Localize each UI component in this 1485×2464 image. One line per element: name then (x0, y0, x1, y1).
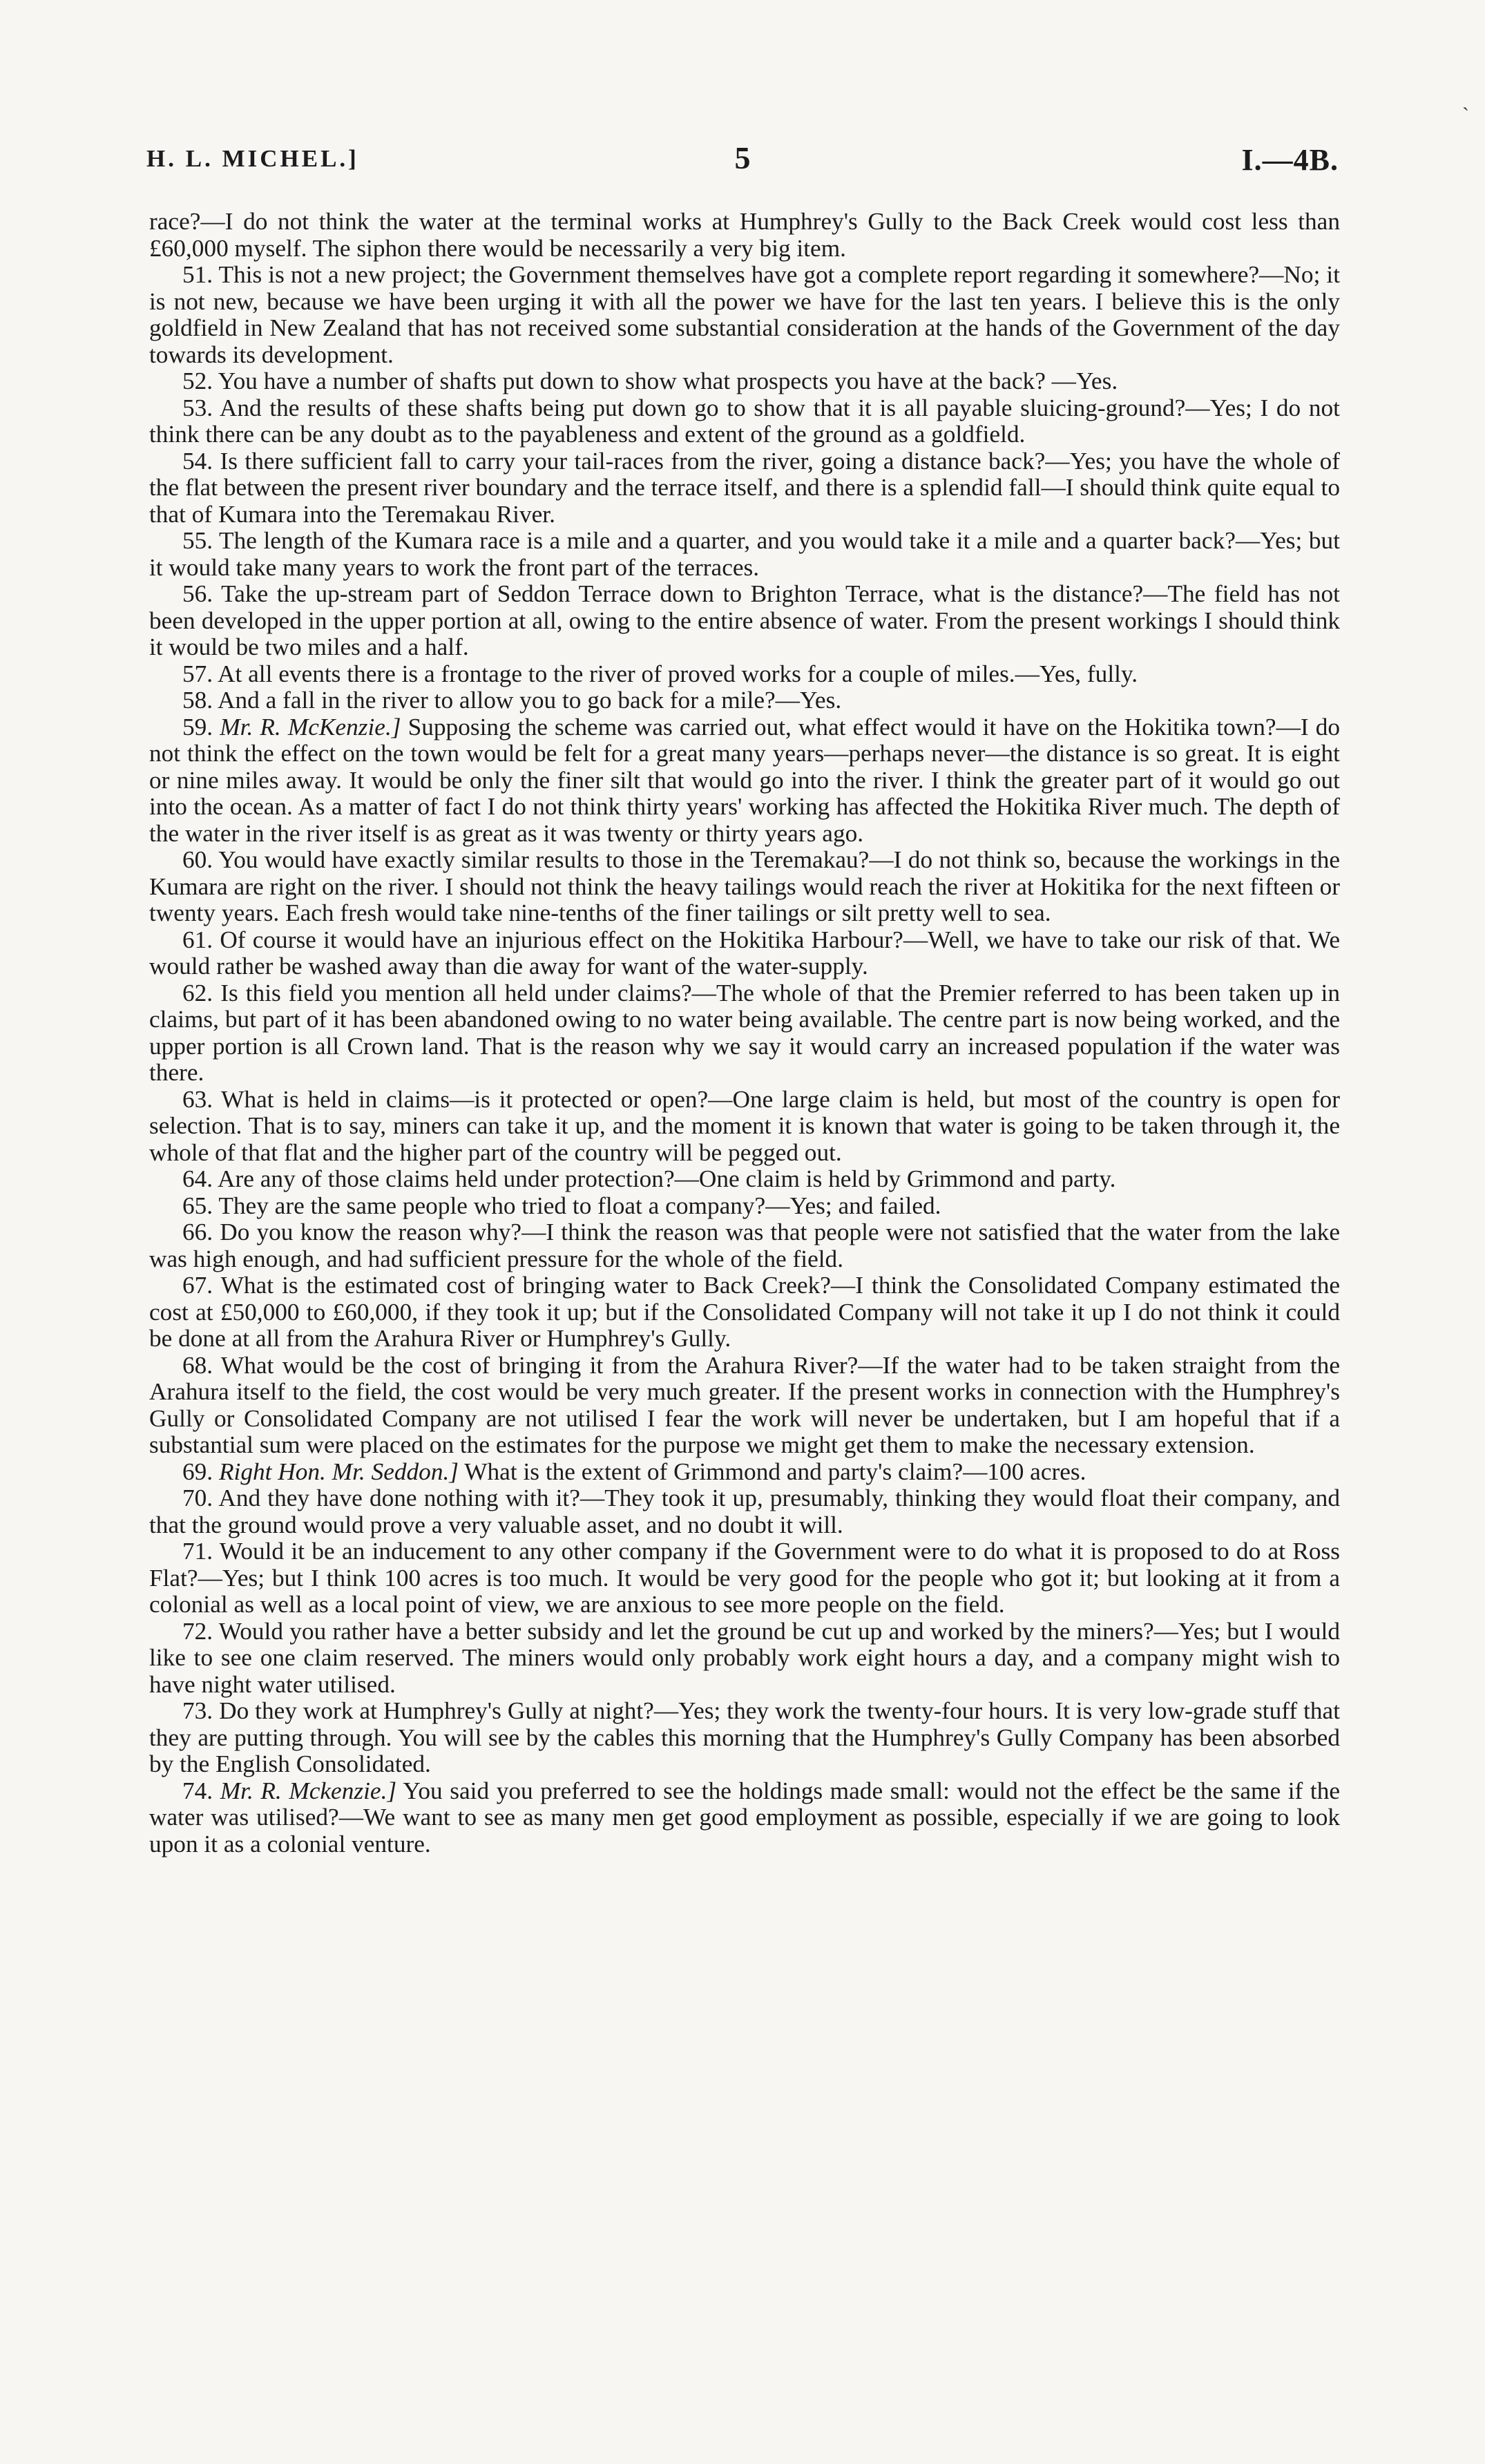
question-number: 73. (182, 1697, 213, 1724)
paper-reference: I.—4B. (1241, 143, 1339, 177)
testimony-paragraph (149, 847, 1340, 927)
testimony-paragraph (149, 661, 1340, 688)
testimony-paragraph (149, 1778, 1340, 1858)
question-number: 52. (182, 367, 213, 394)
testimony-body (149, 209, 1340, 1857)
testimony-paragraph (149, 1087, 1340, 1167)
testimony-paragraph (149, 687, 1340, 714)
question-number: 63. (182, 1085, 213, 1113)
paragraph-text: Would it be an inducement to any other company if the Government were to do what it is proposed to do at Ross Flat?—Yes; but I think 100 acres is too much. It would be very good for the people who got it; but looking at it from a colonial as well as a local point of view, we are anxious to see more people on the field. (149, 1538, 1341, 1618)
testimony-paragraph (149, 980, 1340, 1087)
testimony-paragraph (149, 262, 1340, 368)
paragraph-text: Would you rather have a better subsidy and let the ground be cut up and worked by the miners?—Yes; but I would like to see one claim reserved. The miners would only probably work eight hours a day, and a company might wish to have night water utilised. (149, 1617, 1341, 1698)
testimony-paragraph (149, 1459, 1340, 1486)
paragraph-text: At all events there is a frontage to the river of proved works for a couple of miles.—Yes, fully. (218, 660, 1138, 687)
paragraph-text: What is the extent of Grimmond and party's claim?—100 acres. (464, 1458, 1086, 1485)
paragraph-text: race?—I do not think the water at the terminal works at Humphrey's Gully to the Back Creek would cost less than £60,000 myself. The siphon there would be necessarily a very big item. (149, 208, 1340, 262)
question-number: 69. (182, 1458, 213, 1485)
paragraph-text: You said you preferred to see the holdings made small: would not the effect be the same if the water was utilised?—We want to see as many men get good employment as possible, especially if we are going to look upon it as a colonial venture. (149, 1777, 1341, 1857)
paragraph-text: You have a number of shafts put down to show what prospects you have at the back? —Yes. (218, 367, 1118, 394)
testimony-paragraph (149, 528, 1340, 581)
question-number: 56. (182, 580, 213, 607)
question-number: 57. (182, 660, 213, 687)
testimony-paragraph (149, 1166, 1340, 1193)
testimony-paragraph (149, 448, 1340, 528)
question-number: 66. (182, 1219, 213, 1245)
paragraph-text: Is this field you mention all held under claims?—The whole of that the Premier referred to has been taken up in claims, but part of it has been abandoned owing to no water being available. The centre part is now being worked, and the upper portion is all Crown land. That is the reason why we say it would carry an increased population if the water was there. (149, 979, 1340, 1086)
testimony-paragraph (149, 581, 1340, 661)
witness-name: H. L. MICHEL.] (146, 145, 359, 172)
paragraph-text: They are the same people who tried to float a company?—Yes; and failed. (218, 1192, 941, 1219)
question-number: 61. (182, 926, 213, 953)
speaker-label: Right Hon. Mr. Seddon.] (218, 1458, 459, 1485)
testimony-paragraph (149, 395, 1340, 448)
paragraph-text: And the results of these shafts being put down go to show that it is all payable sluicing-ground?—Yes; I do not think there can be any doubt as to the payableness and extent of the ground as a goldfield. (149, 394, 1340, 448)
question-number: 54. (182, 447, 213, 475)
question-number: 64. (182, 1165, 213, 1192)
speaker-label: Mr. R. McKenzie.] (220, 713, 401, 741)
paragraph-text: Of course it would have an injurious effect on the Hokitika Harbour?—Well, we have to take our risk of that. We would rather be washed away than die away for want of the water-supply. (149, 926, 1340, 980)
paragraph-text: Do they work at Humphrey's Gully at night?—Yes; they work the twenty-four hours. It is very low-grade stuff that they are putting through. You will see by the cables this morning that the Humphrey's Gully Company has been absorbed by the English Consolidated. (149, 1697, 1341, 1777)
question-number: 59. (182, 713, 213, 741)
question-number: 51. (182, 261, 213, 288)
question-number: 55. (182, 527, 213, 554)
paragraph-text: What would be the cost of bringing it from the Arahura River?—If the water had to be taken straight from the Arahura itself to the field, the cost would be very much greater. If the present works in connection with the Humphrey's Gully or Consolidated Company are not utilised I fear the work will never be undertaken, but I am hopeful that if a substantial sum were placed on the estimates for the purpose we might get them to make the necessary extension. (149, 1351, 1341, 1458)
question-number: 58. (182, 687, 213, 714)
testimony-paragraph (149, 209, 1340, 262)
stray-ink-mark: ` (1462, 104, 1469, 126)
paragraph-text: The length of the Kumara race is a mile and a quarter, and you would take it a mile and a quarter back?—Yes; but it would take many years to work the front part of the terraces. (149, 527, 1341, 581)
paragraph-text: Are any of those claims held under protection?—One claim is held by Grimmond and party. (218, 1165, 1116, 1192)
paragraph-text: Is there sufficient fall to carry your tail-races from the river, going a distance back?—Yes; you have the whole of the flat between the present river boundary and the terrace itself, and there is a splendid fall—I should think quite equal to that of Kumara into the Teremakau River. (149, 447, 1341, 528)
testimony-paragraph (149, 927, 1340, 980)
paragraph-text: Do you know the reason why?—I think the reason was that people were not satisfied that the water from the lake was high enough, and had sufficient pressure for the whole of the field. (149, 1219, 1340, 1272)
testimony-paragraph (149, 1353, 1340, 1459)
testimony-paragraph (149, 1193, 1340, 1220)
question-number: 67. (182, 1272, 213, 1299)
speaker-label: Mr. R. Mckenzie.] (220, 1777, 397, 1804)
question-number: 74. (182, 1777, 213, 1804)
testimony-paragraph (149, 1698, 1340, 1778)
testimony-paragraph (149, 1485, 1340, 1538)
page-number: 5 (734, 140, 751, 175)
question-number: 71. (182, 1538, 213, 1565)
testimony-paragraph (149, 1618, 1340, 1699)
paragraph-text: This is not a new project; the Government themselves have got a complete report regarding it somewhere?—No; it is not new, because we have been urging it with all the power we have for the last ten years. I believe this is the only goldfield in New Zealand that has not received some substantial consideration at the hands of the Government of the day towards its development. (149, 261, 1341, 368)
running-header (146, 140, 1339, 181)
testimony-paragraph (149, 368, 1340, 395)
testimony-paragraph (149, 714, 1340, 848)
testimony-paragraph (149, 1219, 1340, 1272)
paragraph-text: And they have done nothing with it?—They took it up, presumably, thinking they would float their company, and that the ground would prove a very valuable asset, and no doubt it will. (149, 1484, 1340, 1538)
question-number: 72. (182, 1617, 213, 1645)
paragraph-text: What is the estimated cost of bringing water to Back Creek?—I think the Consolidated Company estimated the cost at £50,000 to £60,000, if they took it up; but if the Consolidated Company will not take it up I do not think it could be done at all from the Arahura River or Humphrey's Gully. (149, 1272, 1341, 1352)
question-number: 62. (182, 979, 213, 1006)
paragraph-text: What is held in claims—is it protected or open?—One large claim is held, but most of the country is open for selection. That is to say, miners can take it up, and the moment it is known that water is going to be taken through it, the whole of that flat and the higher part of the country will be pegged out. (149, 1085, 1340, 1166)
paragraph-text: And a fall in the river to allow you to go back for a mile?—Yes. (218, 687, 842, 714)
testimony-paragraph (149, 1272, 1340, 1353)
question-number: 65. (182, 1192, 213, 1219)
testimony-paragraph (149, 1538, 1340, 1618)
question-number: 60. (182, 846, 213, 873)
paragraph-text: You would have exactly similar results to those in the Teremakau?—I do not think so, because the workings in the Kumara are right on the river. I should not think the heavy tailings would reach the river at Hokitika for the next fifteen or twenty years. Each fresh would take nine-tenths of the finer tailings or silt pretty well to sea. (149, 846, 1341, 926)
question-number: 53. (182, 394, 213, 421)
question-number: 70. (182, 1484, 213, 1511)
question-number: 68. (182, 1351, 213, 1379)
paragraph-text: Take the up-stream part of Seddon Terrace down to Brighton Terrace, what is the distance?—The field has not been developed in the upper portion at all, owing to the entire absence of water. From the present workings I should think it would be two miles and a half. (149, 580, 1340, 660)
paragraph-text: Supposing the scheme was carried out, what effect would it have on the Hokitika town?—I do not think the effect on the town would be felt for a great many years—perhaps never—the distance is so great. It is eight or nine miles away. It would be only the finer silt that would go into the river. I think the greater part of it would go out into the ocean. As a matter of fact I do not think thirty years' working has affected the Hokitika River much. The depth of the water in the river itself is as great as it was twenty or thirty years ago. (149, 713, 1341, 847)
